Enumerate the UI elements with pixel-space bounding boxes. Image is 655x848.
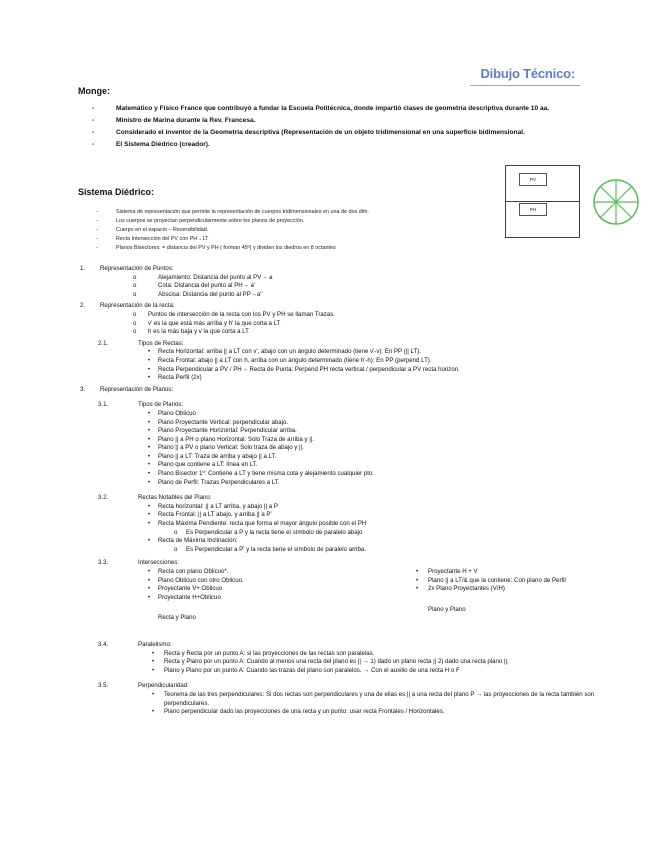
list-item: • Proyectante H+Oblicuo	[148, 593, 221, 601]
section-3-3-title: 3.3. Intersecciones:	[98, 559, 179, 567]
list-item: • Plano perpendicular dado las proyecciones de una recta y un punto: usar recta Frontales / Horizontales.	[152, 708, 445, 716]
list-item: • Recta Frontal: || a LT abajo, y arriba || a P'	[148, 511, 272, 519]
list-item: o Abscisa: Distancia del punto al PP→a''	[133, 290, 263, 298]
list-item: o Puntos de intersección de la recta con los PV y PH se llaman Trazas.	[133, 310, 335, 318]
list-item: - El Sistema Diédrico (creador).	[92, 141, 210, 148]
left-footer: Recta y Plano	[158, 614, 196, 622]
section-2-title: 2. Representación de la recta:	[80, 302, 175, 310]
list-item: - Cuerpo en el espacio – Reversibilidad.	[96, 227, 209, 233]
monge-list	[92, 104, 578, 152]
list-item: o Cota: Distancia del punto al PH→ a'	[133, 282, 256, 290]
dihedral-diagram	[505, 165, 580, 238]
list-item: • Plano || a PV o plano Vertical: Solo traza de abajo y ||.	[148, 444, 304, 452]
list-item: • Recta de Máxima Inclinación:	[148, 537, 238, 545]
list-item: • Plano Oblicuo	[148, 409, 196, 417]
intersections-left	[78, 568, 378, 623]
list-item: • Plano y Plano por un punto A: Cuando las trazas del plano son paralelos. → Con el auxilio de una recta H o F	[152, 666, 460, 674]
list-item: • 2x Plano Proyectantes (V/H)	[416, 585, 505, 593]
list-item: • Proyectante H + V	[416, 568, 478, 575]
page-title: Dibujo Técnico:	[480, 66, 575, 81]
list-item: - Planos Bisectores: = distancia del PV y PH ( forman 45º) y dividen los diedros en 8 octantes	[96, 245, 336, 251]
list-item: - Los cuerpos se proyectan perpendicularmente sobre los planos de proyección.	[96, 218, 305, 224]
ph-label: PH	[519, 203, 547, 216]
intersections-columns	[78, 568, 598, 634]
list-item: • Recta con plano Oblicuo*.	[148, 568, 229, 575]
list-item: • Plano || a LT/& que la contiene: Con plano de Perfil	[416, 576, 566, 584]
right-footer: Plano y Plano	[428, 605, 466, 613]
lt-line	[506, 201, 579, 202]
list-item: • Plano Proyectante Horizontal: Perpendicular arriba.	[148, 427, 297, 435]
section-2-1-title: 2.1. Tipos de Rectas:	[98, 339, 184, 347]
list-item: • Recta horizontal: || a LT arriba, y abajo || a P	[148, 502, 278, 510]
section-3-title: 3. Representación de Planos:	[80, 385, 174, 393]
title-underline	[470, 85, 580, 86]
list-item: - Considerado el inventor de la Geometría descriptiva (Representación de un objeto tridimensional en una superficie bidimensional.	[92, 129, 525, 136]
list-item: • Recta y Plano por un punto A: Cuando al menos una recta del plano es || → 1) dado un plano recta || 2) dado una recta plano ||.	[152, 658, 509, 666]
list-item: - Sistema de representación que permite la representación de cuerpos tridimensionales en una de dos dim.	[96, 209, 369, 215]
list-item: • Recta Frontal: abajo || a LT con h, arriba con un ángulo determinado (tiene h'-h): En PP (perpend LT).	[148, 356, 432, 364]
list-item: • Recta Perpendicular a PV / PH→ Recta de Punta: Perpend PH recta vertical / perpendicular a PV recta horizon.	[148, 365, 460, 373]
section-3-1-title: 3.1. Tipos de Planos:	[98, 401, 184, 409]
list-item: o h es la más baja y v la que corta a LT	[133, 328, 249, 336]
section-3-4-title: 3.4. Paralelismo:	[98, 641, 172, 648]
list-item: • Recta Máxima Pendiente: recta que forma el mayor ángulo posible con el PH	[148, 520, 367, 528]
intersections-right	[410, 568, 590, 614]
list-item: • Plano que contiene a LT: línea en LT.	[148, 461, 258, 469]
section-3-5-title: 3.5. Perpendicularidad:	[98, 682, 189, 690]
document-body	[78, 265, 598, 717]
list-item: • Recta Perfil (2x)	[148, 374, 202, 382]
list-item: o Es Perpendicular a P' y la recta tiene el símbolo de paralelo arriba.	[174, 545, 367, 553]
section-1-title: 1. Representación de Puntos:	[80, 265, 174, 272]
list-item: • Plano || a LT: Traza de arriba y abajo || a LT.	[148, 452, 277, 460]
list-item: o v' es la que está más arriba y h' la que corta a LT	[133, 319, 281, 327]
sistema-heading: Sistema Diédrico:	[78, 187, 155, 197]
list-item: - Recta Intersección del PV con PH→LT	[96, 236, 209, 242]
sistema-list	[96, 208, 476, 253]
pv-label: PV	[519, 173, 547, 186]
list-item: • Recta y Recta por un punto A: si las proyecciones de las rectas son paralelas.	[152, 649, 375, 657]
list-item: o Alejamiento: Distancia del punto al PV→ a	[133, 273, 273, 281]
monge-heading: Monge:	[78, 86, 110, 96]
list-item: • Proyectante V+ Oblicuo	[148, 585, 223, 593]
list-item: - Matemático y Físico France que contribuyó a fundar la Escuela Politécnica, donde impartió clases de geometría descriptiva durante 10 aa.	[92, 105, 550, 112]
list-item: • Plano Proyectante Vertical: perpendicular abajo.	[148, 418, 289, 426]
list-item: • Recta Horizontal: arriba || a LT con v', abajo con un ángulo determinado (tiene v'-v): En PP (|| LT).	[148, 348, 421, 356]
list-item: • Plano Oblicuo con otro Oblicuo.	[148, 576, 244, 584]
list-item: • Plano Bisector 1º: Contiene a LT y tiene misma cota y alejamiento cualquier pto.	[148, 470, 375, 478]
list-item: • Plano || a PH o plano Horizontal: Solo Traza de arriba y ||.	[148, 435, 315, 443]
list-item: - Ministro de Marina durante la Rev. Francesa.	[92, 117, 256, 124]
list-item: • Plano de Perfil: Trazas Perpendiculares a LT.	[148, 478, 280, 486]
section-3-2-title: 3.2. Rectas Notables del Plano:	[98, 494, 212, 502]
list-item: o Es Perpendicular a P y la recta tiene el símbolo de paralelo abajo	[174, 528, 363, 536]
list-item: • Teorema de las tres perpendiculares: Si dos rectas son perpendiculares y una de ellas es || a una recta del plano P → las proyecciones de la recta también son perpendiculares.	[152, 690, 595, 707]
octant-wheel-icon	[591, 177, 641, 227]
